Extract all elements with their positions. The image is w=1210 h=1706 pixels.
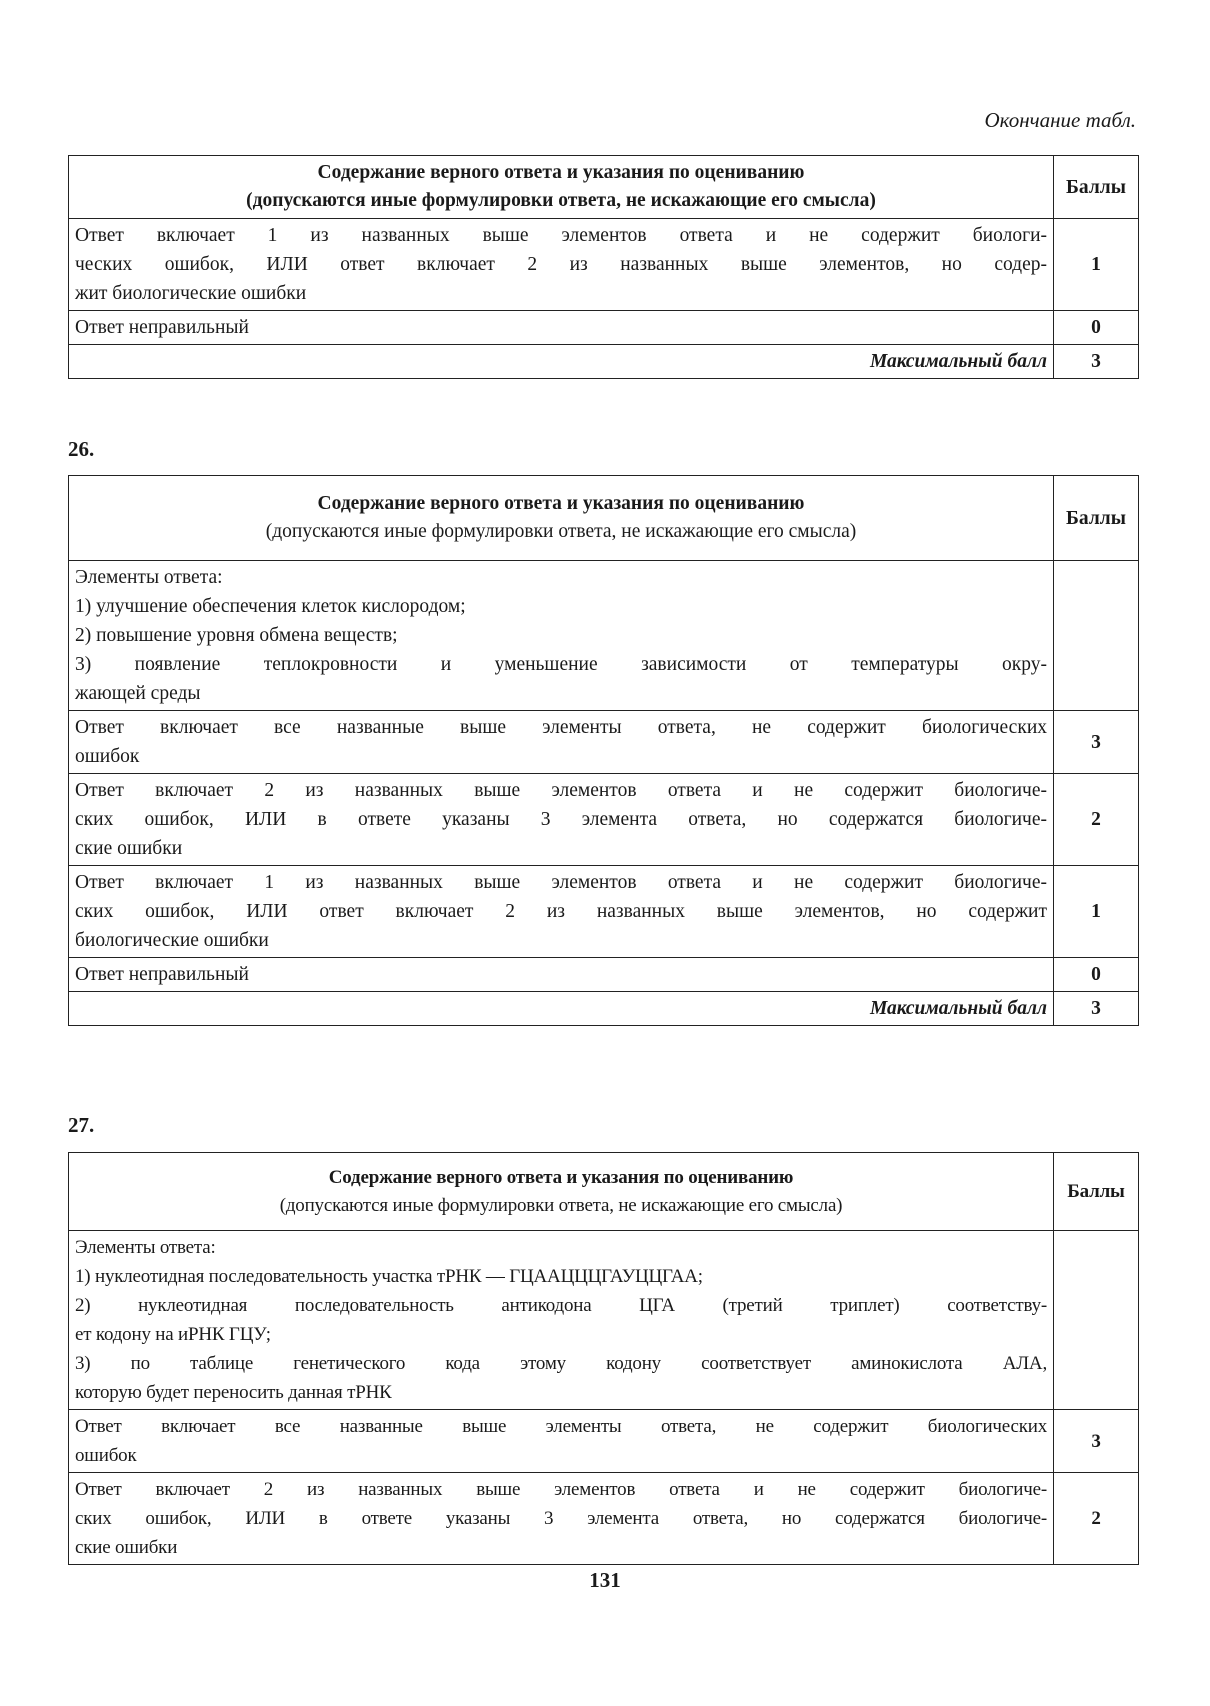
criteria-cell: [69, 561, 1054, 711]
score-cell: 3: [1054, 1410, 1139, 1473]
table-row: [69, 774, 1139, 866]
max-score-value: 3: [1054, 992, 1139, 1026]
header-title: Содержание верного ответа и указания по оцениванию: [317, 493, 805, 514]
max-score-row: [69, 992, 1139, 1026]
table-row: [69, 866, 1139, 958]
header-content-cell: [69, 476, 1054, 561]
table-row: [69, 1231, 1139, 1410]
header-content-cell: [69, 156, 1054, 219]
criteria-line: биологические ошибки: [75, 930, 269, 951]
criteria-line: Ответ неправильный: [75, 964, 249, 985]
scoring-table-26: [68, 475, 1139, 1026]
scoring-table-continued: [68, 155, 1139, 379]
score-cell: 0: [1054, 958, 1139, 992]
header-row: [69, 156, 1139, 219]
header-row: [69, 1153, 1139, 1231]
header-score-cell: Баллы: [1054, 1153, 1139, 1231]
table-row: [69, 561, 1139, 711]
score-cell: 2: [1054, 774, 1139, 866]
score-cell: 3: [1054, 711, 1139, 774]
criteria-line: Ответ включает 1 из названных выше элементов ответа и не содержит биологиче-: [75, 872, 1047, 893]
criteria-line: 2) нуклеотидная последовательность антикодона ЦГА (третий триплет) соответству-: [75, 1295, 1047, 1316]
header-subtitle: (допускаются иные формулировки ответа, не искажающие его смысла): [265, 521, 857, 542]
criteria-line: 1) нуклеотидная последовательность участка тРНК — ГЦААЦЦЦГАУЦЦГАА;: [75, 1266, 703, 1287]
criteria-line: Ответ включает все названные выше элементы ответа, не содержит биологических: [75, 1416, 1047, 1437]
header-content-cell: [69, 1153, 1054, 1231]
continuation-label: Окончание табл.: [984, 108, 1136, 132]
criteria-line: Ответ включает 2 из названных выше элементов ответа и не содержит биологиче-: [75, 1479, 1047, 1500]
criteria-line: жит биологические ошибки: [75, 283, 307, 304]
criteria-line: ошибок: [75, 1445, 137, 1466]
criteria-cell: [69, 311, 1054, 345]
table-row: [69, 711, 1139, 774]
scoring-table-27: [68, 1152, 1139, 1565]
criteria-cell: [69, 711, 1054, 774]
header-row: [69, 476, 1139, 561]
criteria-line: ских ошибок, ИЛИ в ответе указаны 3 элемента ответа, но содержатся биологиче-: [75, 1508, 1047, 1529]
criteria-cell: [69, 219, 1054, 311]
criteria-line: 2) повышение уровня обмена веществ;: [75, 625, 398, 646]
criteria-line: 3) по таблице генетического кода этому кодону соответствует аминокислота АЛА,: [75, 1353, 1047, 1374]
criteria-line: Элементы ответа:: [75, 1237, 216, 1258]
criteria-cell: [69, 1231, 1054, 1410]
criteria-cell: [69, 866, 1054, 958]
criteria-line: 3) появление теплокровности и уменьшение зависимости от температуры окру-: [75, 654, 1047, 675]
criteria-line: жающей среды: [75, 683, 201, 704]
criteria-cell: [69, 1410, 1054, 1473]
score-cell: 0: [1054, 311, 1139, 345]
criteria-line: Ответ неправильный: [75, 317, 249, 338]
header-score-cell: Баллы: [1054, 156, 1139, 219]
header-subtitle: (допускаются иные формулировки ответа, не искажающие его смысла): [279, 1194, 843, 1216]
question-number-26: 26.: [68, 437, 95, 461]
criteria-line: ет кодону на иРНК ГЦУ;: [75, 1324, 271, 1345]
max-score-value: 3: [1054, 345, 1139, 379]
table-row: [69, 1410, 1139, 1473]
criteria-line: 1) улучшение обеспечения клеток кислородом;: [75, 596, 466, 617]
question-number-27: 27.: [68, 1113, 95, 1137]
header-title: Содержание верного ответа и указания по оцениванию: [328, 1166, 794, 1188]
criteria-line: ские ошибки: [75, 838, 183, 859]
score-cell: 1: [1054, 866, 1139, 958]
score-cell: [1054, 561, 1139, 711]
header-score-cell: Баллы: [1054, 476, 1139, 561]
table-row: [69, 1473, 1139, 1565]
criteria-line: ческих ошибок, ИЛИ ответ включает 2 из названных выше элементов, но содер-: [75, 254, 1047, 275]
criteria-line: ских ошибок, ИЛИ ответ включает 2 из названных выше элементов, но содержит: [75, 901, 1047, 922]
max-score-row: [69, 345, 1139, 379]
score-cell: 2: [1054, 1473, 1139, 1565]
table-row: [69, 311, 1139, 345]
criteria-line: Ответ включает все названные выше элементы ответа, не содержит биологических: [75, 717, 1047, 738]
criteria-line: ошибок: [75, 746, 140, 767]
criteria-line: Ответ включает 1 из названных выше элементов ответа и не содержит биологи-: [75, 225, 1047, 246]
criteria-line: Элементы ответа:: [75, 567, 223, 588]
criteria-line: Ответ включает 2 из названных выше элементов ответа и не содержит биологиче-: [75, 780, 1047, 801]
criteria-cell: [69, 1473, 1054, 1565]
criteria-cell: [69, 958, 1054, 992]
table-row: [69, 958, 1139, 992]
header-subtitle: (допускаются иные формулировки ответа, не искажающие его смысла): [246, 190, 876, 211]
max-score-label: Максимальный балл: [69, 992, 1054, 1026]
criteria-line: которую будет переносить данная тРНК: [75, 1382, 392, 1403]
criteria-line: ских ошибок, ИЛИ в ответе указаны 3 элемента ответа, но содержатся биологиче-: [75, 809, 1047, 830]
criteria-cell: [69, 774, 1054, 866]
max-score-label: Максимальный балл: [69, 345, 1054, 379]
header-title: Содержание верного ответа и указания по оцениванию: [317, 162, 805, 183]
page-number: 131: [589, 1568, 621, 1592]
table-row: [69, 219, 1139, 311]
score-cell: 1: [1054, 219, 1139, 311]
score-cell: [1054, 1231, 1139, 1410]
criteria-line: ские ошибки: [75, 1537, 178, 1558]
